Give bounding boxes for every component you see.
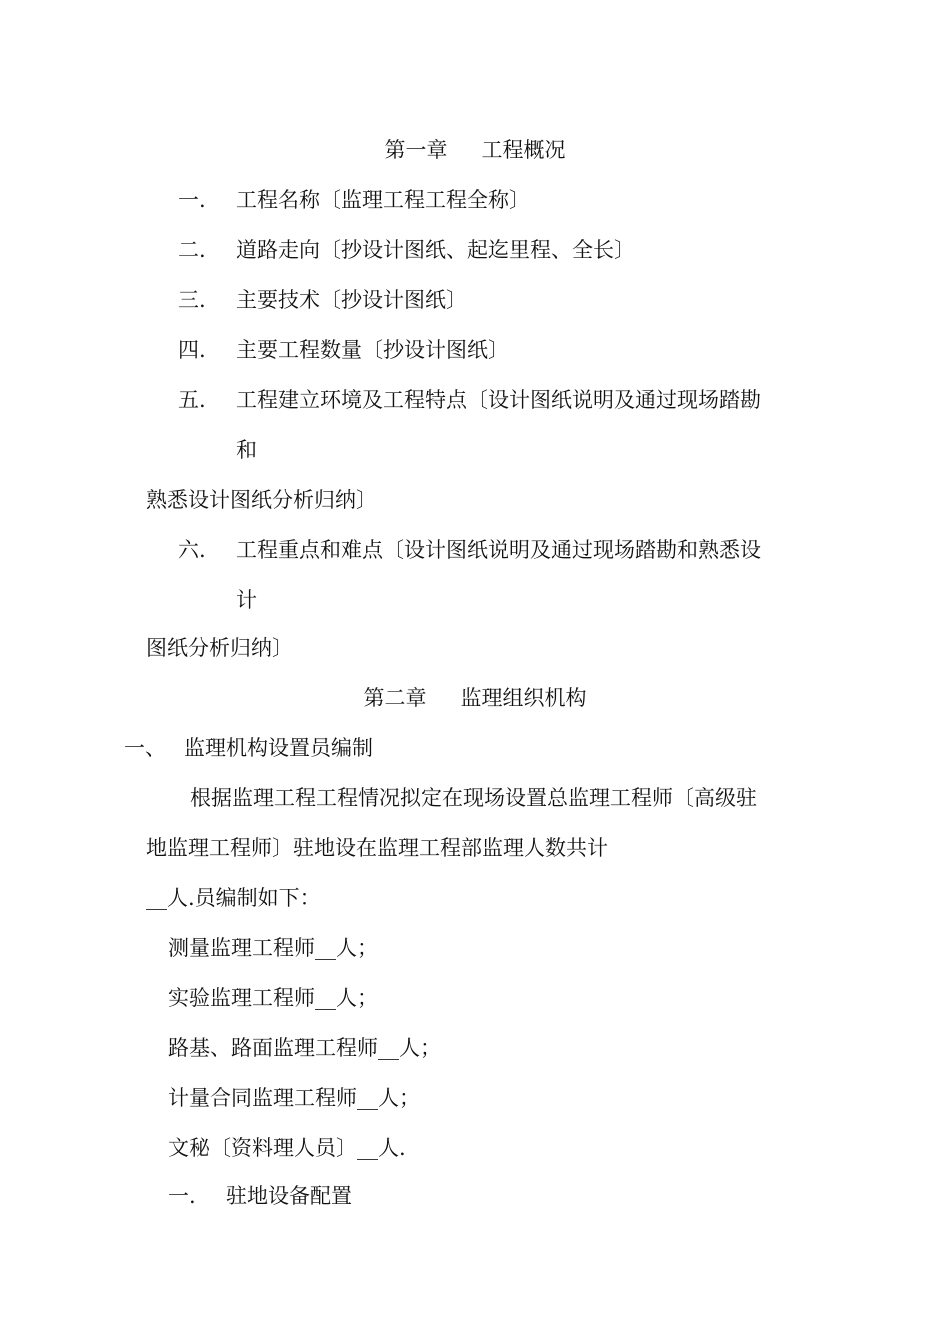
staff-item-3: 路基、路面监理工程师__人； (168, 1036, 441, 1060)
chapter1-title: 工程概况 (481, 138, 566, 162)
item-text-5-continuation: 熟悉设计图纸分析归纳〕 (146, 488, 377, 512)
section2-number: 一. (168, 1184, 196, 1208)
item-number-6: 六. (178, 538, 206, 562)
item-number-2: 二. (178, 238, 206, 262)
item-text-6: 工程重点和难点〔设计图纸说明及通过现场踏勘和熟悉设 (236, 538, 761, 562)
chapter2-heading (0, 684, 950, 712)
item-number-5: 五. (178, 388, 206, 412)
item-text-6-continuation: 图纸分析归纳〕 (146, 636, 293, 660)
paragraph-line-2: 地监理工程师〕驻地设在监理工程部监理人数共计 (146, 836, 608, 860)
paragraph-line-1: 根据监理工程工程情况拟定在现场设置总监理工程师〔高级驻 (190, 786, 757, 810)
section1-title: 监理机构设置员编制 (184, 736, 373, 760)
item-text-4: 主要工程数量〔抄设计图纸〕 (236, 338, 509, 362)
paragraph-line-3: __人.员编制如下： (146, 886, 321, 910)
staff-item-4: 计量合同监理工程师__人； (168, 1086, 420, 1110)
staff-item-2: 实验监理工程师__人； (168, 986, 378, 1010)
item-number-4: 四. (178, 338, 206, 362)
item-text-1: 工程名称〔监理工程工程全称〕 (236, 188, 530, 212)
item-text-5-wrap: 和 (236, 438, 257, 462)
section2-title: 驻地设备配置 (226, 1184, 352, 1208)
item-text-5: 工程建立环境及工程特点〔设计图纸说明及通过现场踏勘 (236, 388, 761, 412)
item-text-3: 主要技术〔抄设计图纸〕 (236, 288, 467, 312)
item-text-2: 道路走向〔抄设计图纸、起迄里程、全长〕 (236, 238, 635, 262)
section1-number: 一、 (124, 736, 166, 760)
chapter2-title: 监理组织机构 (460, 686, 587, 710)
chapter1-heading (0, 136, 950, 164)
item-number-1: 一. (178, 188, 206, 212)
chapter1-number: 第一章 (384, 138, 448, 162)
item-number-3: 三. (178, 288, 206, 312)
item-text-6-wrap: 计 (236, 588, 257, 612)
staff-item-1: 测量监理工程师__人； (168, 936, 378, 960)
chapter2-number: 第二章 (363, 686, 427, 710)
staff-item-5: 文秘〔资料理人员〕__人. (168, 1136, 406, 1160)
